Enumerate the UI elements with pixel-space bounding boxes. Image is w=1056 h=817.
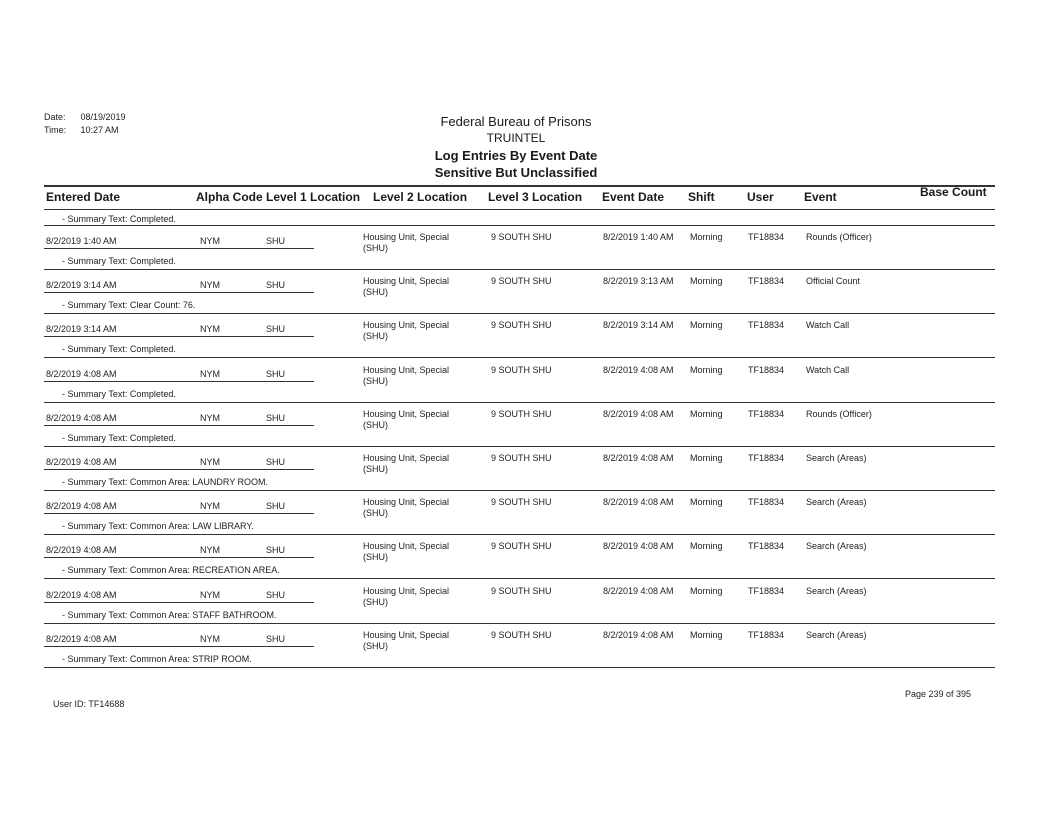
summary-text: - Summary Text: Common Area: STAFF BATHROOM. bbox=[62, 609, 277, 620]
user-cell: TF18834 bbox=[748, 541, 785, 552]
event-cell: Search (Areas) bbox=[806, 497, 867, 508]
user-cell: TF18834 bbox=[748, 408, 785, 419]
level1-cell: SHU bbox=[266, 501, 286, 512]
event-date-cell: 8/2/2019 4:08 AM bbox=[603, 541, 674, 552]
shift-cell: Morning bbox=[690, 585, 723, 596]
level2-cell: Housing Unit, Special (SHU) bbox=[363, 276, 450, 298]
event-date-cell: 8/2/2019 4:08 AM bbox=[603, 408, 674, 419]
event-date-cell: 8/2/2019 4:08 AM bbox=[603, 453, 674, 463]
alpha-code-cell: NYM bbox=[200, 368, 220, 379]
user-cell: TF18834 bbox=[748, 453, 785, 463]
event-date-cell: 8/2/2019 4:08 AM bbox=[603, 497, 674, 508]
shift-cell: Morning bbox=[690, 453, 723, 463]
level3-cell: 9 SOUTH SHU bbox=[491, 453, 552, 463]
level2-cell: Housing Unit, Special (SHU) bbox=[363, 629, 450, 651]
level1-cell: SHU bbox=[266, 236, 286, 246]
summary-text: - Summary Text: Completed. bbox=[62, 256, 176, 266]
user-cell: TF18834 bbox=[748, 232, 785, 242]
shift-cell: Morning bbox=[690, 541, 723, 552]
row-underline bbox=[44, 381, 314, 382]
summary-text: - Summary Text: Common Area: LAUNDRY ROOM. bbox=[62, 477, 269, 487]
alpha-code-cell: NYM bbox=[200, 633, 220, 644]
date-label: Date: bbox=[44, 112, 66, 122]
level3-cell: 9 SOUTH SHU bbox=[491, 276, 552, 287]
table-row bbox=[0, 447, 1056, 493]
event-cell: Search (Areas) bbox=[806, 541, 867, 552]
user-cell: TF18834 bbox=[748, 497, 785, 508]
level2-cell: Housing Unit, Special (SHU) bbox=[363, 320, 450, 342]
table-row bbox=[0, 226, 1056, 272]
time-label: Time: bbox=[44, 125, 67, 135]
level1-cell: SHU bbox=[266, 412, 286, 423]
event-cell: Official Count bbox=[806, 276, 860, 287]
shift-cell: Morning bbox=[690, 232, 723, 242]
entered-date-cell: 8/2/2019 4:08 AM bbox=[46, 412, 117, 423]
event-date-cell: 8/2/2019 4:08 AM bbox=[603, 364, 674, 375]
alpha-code-cell: NYM bbox=[200, 324, 220, 335]
col-entered-date: Entered Date bbox=[46, 190, 121, 204]
level3-cell: 9 SOUTH SHU bbox=[491, 629, 552, 640]
level1-cell: SHU bbox=[266, 280, 286, 291]
event-date-cell: 8/2/2019 3:14 AM bbox=[603, 320, 674, 331]
level1-cell: SHU bbox=[266, 324, 286, 335]
event-date-cell: 8/2/2019 3:13 AM bbox=[603, 276, 674, 287]
user-id-label: User ID: bbox=[53, 699, 87, 709]
shift-cell: Morning bbox=[690, 276, 723, 287]
alpha-code-cell: NYM bbox=[200, 501, 220, 512]
report-title-block bbox=[396, 113, 636, 181]
shift-cell: Morning bbox=[690, 408, 723, 419]
entered-date-cell: 8/2/2019 1:40 AM bbox=[46, 236, 117, 246]
user-id-value: TF14688 bbox=[88, 699, 125, 709]
event-cell: Search (Areas) bbox=[806, 453, 867, 463]
col-event: Event bbox=[804, 190, 837, 204]
event-cell: Watch Call bbox=[806, 320, 850, 331]
alpha-code-cell: NYM bbox=[200, 589, 220, 600]
level2-cell: Housing Unit, Special (SHU) bbox=[363, 541, 450, 563]
table-row bbox=[0, 314, 1056, 360]
level2-cell: Housing Unit, Special (SHU) bbox=[363, 232, 450, 253]
shift-cell: Morning bbox=[690, 364, 723, 375]
level3-cell: 9 SOUTH SHU bbox=[491, 585, 552, 596]
summary-text: - Summary Text: Completed. bbox=[62, 432, 176, 443]
event-date-cell: 8/2/2019 4:08 AM bbox=[603, 629, 674, 640]
shift-cell: Morning bbox=[690, 320, 723, 331]
level3-cell: 9 SOUTH SHU bbox=[491, 320, 552, 331]
system-title: TRUINTEL bbox=[486, 131, 546, 145]
event-cell: Search (Areas) bbox=[806, 585, 867, 596]
table-row bbox=[0, 270, 1056, 316]
user-cell: TF18834 bbox=[748, 585, 785, 596]
row-underline bbox=[44, 602, 314, 603]
user-cell: TF18834 bbox=[748, 364, 785, 375]
event-date-cell: 8/2/2019 1:40 AM bbox=[603, 232, 674, 242]
level3-cell: 9 SOUTH SHU bbox=[491, 232, 552, 242]
report-date bbox=[44, 112, 126, 122]
event-date-cell: 8/2/2019 4:08 AM bbox=[603, 585, 674, 596]
level3-cell: 9 SOUTH SHU bbox=[491, 541, 552, 552]
row-underline bbox=[44, 646, 314, 647]
alpha-code-cell: NYM bbox=[200, 545, 220, 556]
time-value: 10:27 AM bbox=[80, 125, 119, 135]
level3-cell: 9 SOUTH SHU bbox=[491, 497, 552, 508]
user-cell: TF18834 bbox=[748, 276, 785, 287]
level2-cell: Housing Unit, Special (SHU) bbox=[363, 585, 450, 607]
page-number: Page 239 of 395 bbox=[905, 689, 972, 699]
footer-user-id bbox=[53, 699, 124, 709]
level2-cell: Housing Unit, Special (SHU) bbox=[363, 364, 450, 386]
entered-date-cell: 8/2/2019 4:08 AM bbox=[46, 368, 117, 379]
event-cell: Watch Call bbox=[806, 364, 850, 375]
col-alpha-code: Alpha Code bbox=[196, 190, 263, 204]
summary-text: - Summary Text: Common Area: LAW LIBRARY. bbox=[62, 521, 254, 532]
col-level2: Level 2 Location bbox=[373, 190, 468, 204]
summary-text: - Summary Text: Completed. bbox=[62, 344, 176, 355]
event-cell: Rounds (Officer) bbox=[806, 232, 872, 242]
level1-cell: SHU bbox=[266, 457, 286, 467]
row-divider bbox=[44, 667, 995, 668]
row-underline bbox=[44, 336, 314, 337]
summary-text: - Summary Text: Common Area: STRIP ROOM. bbox=[62, 653, 252, 664]
level2-cell: Housing Unit, Special (SHU) bbox=[363, 497, 450, 519]
entered-date-cell: 8/2/2019 4:08 AM bbox=[46, 589, 117, 600]
shift-cell: Morning bbox=[690, 497, 723, 508]
summary-text: - Summary Text: Common Area: RECREATION AREA. bbox=[62, 565, 280, 576]
table-row bbox=[0, 491, 1056, 537]
level2-cell: Housing Unit, Special (SHU) bbox=[363, 453, 450, 474]
row-underline bbox=[44, 513, 314, 514]
entered-date-cell: 8/2/2019 4:08 AM bbox=[46, 457, 117, 467]
agency-title: Federal Bureau of Prisons bbox=[440, 114, 592, 129]
row-underline bbox=[44, 425, 314, 426]
level2-cell: Housing Unit, Special (SHU) bbox=[363, 408, 450, 430]
user-cell: TF18834 bbox=[748, 629, 785, 640]
row-underline bbox=[44, 557, 314, 558]
user-cell: TF18834 bbox=[748, 320, 785, 331]
col-event-date: Event Date bbox=[602, 190, 665, 204]
col-level1: Level 1 Location bbox=[266, 190, 361, 204]
top-summary-row bbox=[0, 210, 1056, 226]
table-row bbox=[0, 359, 1056, 405]
level1-cell: SHU bbox=[266, 589, 286, 600]
entered-date-cell: 8/2/2019 4:08 AM bbox=[46, 545, 117, 556]
report-title: Log Entries By Event Date bbox=[434, 148, 598, 163]
entered-date-cell: 8/2/2019 3:14 AM bbox=[46, 324, 117, 335]
date-value: 08/19/2019 bbox=[80, 112, 126, 122]
row-underline bbox=[44, 292, 314, 293]
row-underline bbox=[44, 469, 314, 470]
table-row bbox=[0, 624, 1056, 670]
entered-date-cell: 8/2/2019 3:14 AM bbox=[46, 280, 117, 291]
table-row bbox=[0, 535, 1056, 581]
event-cell: Search (Areas) bbox=[806, 629, 867, 640]
table-header bbox=[0, 184, 1056, 210]
col-user: User bbox=[747, 190, 774, 204]
level3-cell: 9 SOUTH SHU bbox=[491, 408, 552, 419]
classification-label: Sensitive But Unclassified bbox=[434, 165, 598, 180]
table-row bbox=[0, 403, 1056, 449]
alpha-code-cell: NYM bbox=[200, 280, 220, 291]
col-shift: Shift bbox=[688, 190, 715, 204]
entered-date-cell: 8/2/2019 4:08 AM bbox=[46, 633, 117, 644]
row-underline bbox=[44, 248, 314, 249]
shift-cell: Morning bbox=[690, 629, 723, 640]
col-base-count: Base Count bbox=[920, 185, 987, 199]
level1-cell: SHU bbox=[266, 633, 286, 644]
level1-cell: SHU bbox=[266, 545, 286, 556]
alpha-code-cell: NYM bbox=[200, 412, 220, 423]
table-row bbox=[0, 580, 1056, 626]
summary-text: - Summary Text: Clear Count: 76. bbox=[62, 300, 196, 311]
level3-cell: 9 SOUTH SHU bbox=[491, 364, 552, 375]
summary-text: - Summary Text: Completed. bbox=[62, 214, 176, 224]
entered-date-cell: 8/2/2019 4:08 AM bbox=[46, 501, 117, 512]
col-level3: Level 3 Location bbox=[488, 190, 583, 204]
report-time bbox=[44, 125, 119, 135]
alpha-code-cell: NYM bbox=[200, 236, 220, 246]
event-cell: Rounds (Officer) bbox=[806, 408, 872, 419]
level1-cell: SHU bbox=[266, 368, 286, 379]
summary-text: - Summary Text: Completed. bbox=[62, 388, 176, 399]
alpha-code-cell: NYM bbox=[200, 457, 220, 467]
